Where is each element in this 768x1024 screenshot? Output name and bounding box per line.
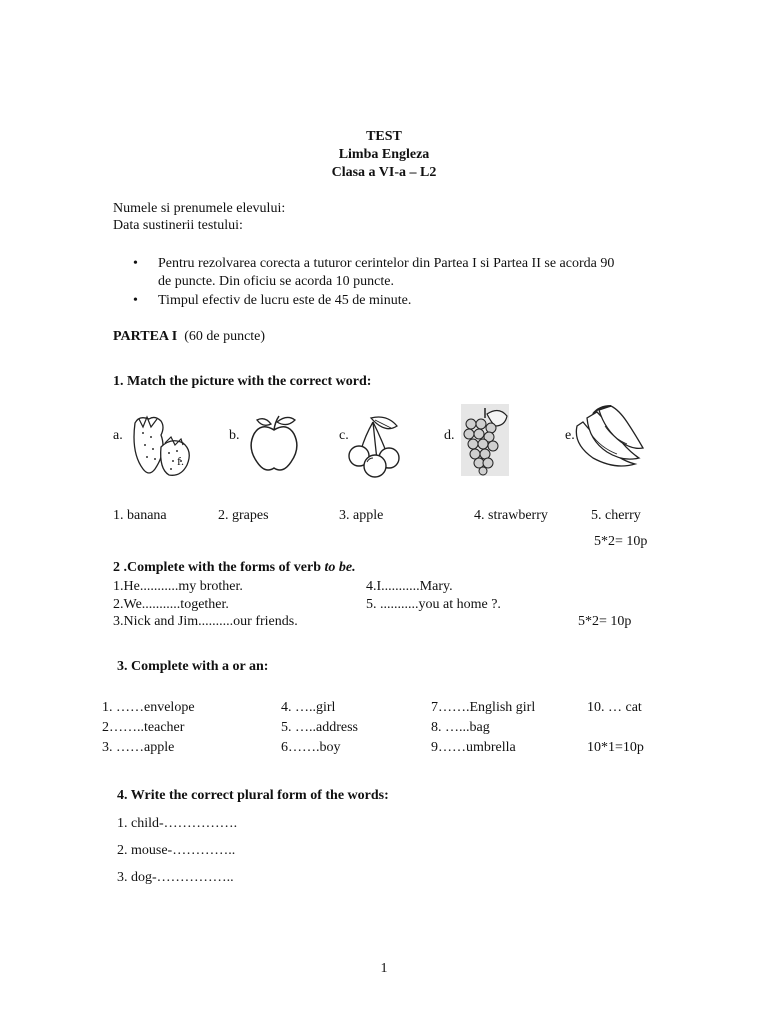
student-name-label: Numele si prenumele elevului:	[113, 201, 286, 216]
exercise-3-item: 7…….English girl	[431, 700, 536, 715]
exercise-2-title	[113, 560, 356, 576]
part-title: PARTEA I	[113, 329, 178, 344]
word-option: 5. cherry	[591, 508, 641, 523]
instruction-line: Timpul efectiv de lucru este de 45 de minute.	[158, 293, 412, 308]
exercise-2-item: 1.He...........my brother.	[113, 579, 243, 594]
word-option: 4. strawberry	[474, 508, 548, 523]
exercise-3-item: 2……..teacher	[102, 720, 185, 735]
instruction-line: Pentru rezolvarea corecta a tuturor cerintelor din Partea I si Partea II se acorda 90	[158, 256, 615, 271]
exercise-3-item: 8. …...bag	[431, 720, 490, 735]
part-heading	[113, 329, 265, 345]
exercise-4-title: 4. Write the correct plural form of the words:	[117, 788, 389, 803]
exercise-2-item: 3.Nick and Jim..........our friends.	[113, 614, 298, 629]
exercise-2-item: 4.I...........Mary.	[366, 579, 453, 594]
exercise-2-title-emphasis: to be.	[324, 560, 356, 575]
picture-letter: e.	[565, 428, 575, 443]
exercise-2-title-text: 2 .Complete with the forms of verb	[113, 560, 325, 575]
word-option: 3. apple	[339, 508, 384, 523]
subject-title: Limba Engleza	[338, 147, 430, 162]
word-option: 1. banana	[113, 508, 167, 523]
stray-letter: f.	[177, 454, 184, 468]
apple-icon	[247, 414, 301, 474]
picture-letter: b.	[229, 428, 240, 443]
picture-letter: a.	[113, 428, 123, 443]
picture-letter: c.	[339, 428, 349, 443]
exercise-2-item: 5. ...........you at home ?.	[366, 597, 501, 612]
grapes-icon	[461, 404, 509, 476]
exercise-2-score: 5*2= 10p	[578, 614, 632, 629]
exercise-4-item: 3. dog-……………..	[117, 870, 234, 885]
bullet-dot: •	[133, 293, 138, 308]
bullet-dot: •	[133, 256, 138, 271]
banana-icon	[571, 404, 645, 468]
page-number: 1	[380, 961, 388, 976]
exercise-3-item: 5. …..address	[281, 720, 358, 735]
test-title: TEST	[366, 129, 402, 144]
word-option: 2. grapes	[218, 508, 269, 523]
exercise-1-title: 1. Match the picture with the correct word:	[113, 374, 372, 389]
exercise-3-title: 3. Complete with a or an:	[117, 659, 269, 674]
exercise-3-item: 10. … cat	[587, 700, 642, 715]
class-title: Clasa a VI-a – L2	[331, 165, 437, 180]
exercise-3-item: 3. ……apple	[102, 740, 175, 755]
exercise-3-score: 10*1=10p	[587, 740, 644, 755]
exercise-3-item: 6…….boy	[281, 740, 341, 755]
exercise-4-item: 1. child-…………….	[117, 816, 238, 831]
picture-letter: d.	[444, 428, 455, 443]
cherry-icon	[347, 414, 405, 478]
exercise-1-score: 5*2= 10p	[594, 534, 648, 549]
exercise-2-item: 2.We...........together.	[113, 597, 229, 612]
strawberry-icon	[131, 413, 195, 479]
exercise-4-item: 2. mouse-…………..	[117, 843, 236, 858]
instruction-line: de puncte. Din oficiu se acorda 10 puncte.	[158, 274, 394, 289]
exercise-3-item: 4. …..girl	[281, 700, 336, 715]
test-date-label: Data sustinerii testului:	[113, 218, 243, 233]
part-points: (60 de puncte)	[184, 329, 266, 344]
exercise-3-item: 9……umbrella	[431, 740, 516, 755]
exercise-3-item: 1. ……envelope	[102, 700, 195, 715]
